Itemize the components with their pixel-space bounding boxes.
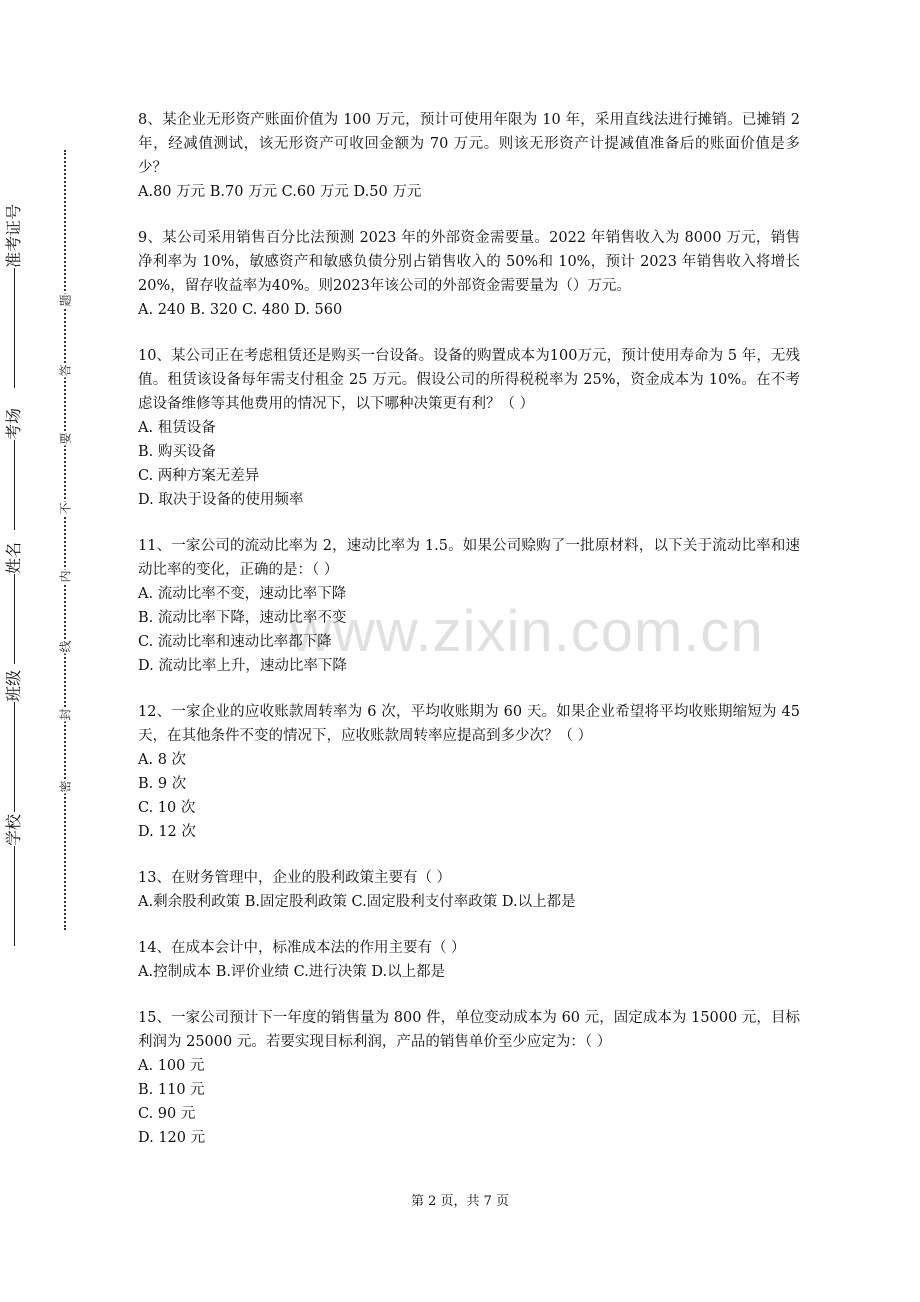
question-text: 14、在成本会计中，标准成本法的作用主要有（ ） (138, 940, 466, 956)
option-d: D. 12 次 (138, 824, 196, 840)
option-c: C. 10 次 (138, 800, 196, 816)
question-options: A.80 万元 B.70 万元 C.60 万元 D.50 万元 (138, 184, 422, 200)
side-field-school: 学校 (6, 904, 22, 948)
question-15 (138, 1006, 800, 1150)
seal-dotted-line (64, 150, 66, 930)
watermark: www.zixin.com.cn (290, 599, 764, 664)
option-d: D. 120 元 (138, 1130, 206, 1146)
question-options: A.控制成本 B.评价业绩 C.进行决策 D.以上都是 (138, 964, 446, 980)
question-12 (138, 700, 800, 844)
question-text: 11、一家公司的流动比率为 2，速动比率为 1.5。如果公司赊购了一批原材料，以下关于流动比率和速动比率的变化，正确的是：（ ） (138, 538, 800, 578)
question-options: A. 240 B. 320 C. 480 D. 560 (138, 302, 343, 318)
seal-char: 内 (55, 570, 76, 584)
option-d: D. 取决于设备的使用频率 (138, 492, 304, 508)
option-c: C. 流动比率和速动比率都下降 (138, 634, 332, 650)
side-field-admission-number: 准考证号 (6, 346, 22, 390)
question-list (138, 108, 800, 1172)
seal-char: 线 (55, 640, 76, 654)
option-b: B. 110 元 (138, 1082, 205, 1098)
side-field-exam-room: 考场 (6, 488, 22, 532)
side-field-class: 班级 (6, 770, 22, 814)
option-a: A. 租赁设备 (138, 420, 216, 436)
question-13 (138, 866, 800, 914)
question-text: 13、在财务管理中，企业的股利政策主要有（ ） (138, 870, 452, 886)
option-b: B. 9 次 (138, 776, 187, 792)
option-c: C. 90 元 (138, 1106, 196, 1122)
seal-char: 不 (55, 502, 76, 516)
question-14 (138, 936, 800, 984)
option-d: D. 流动比率上升，速动比率下降 (138, 658, 347, 674)
side-field-name: 姓名 (6, 622, 22, 666)
option-b: B. 流动比率下降，速动比率不变 (138, 610, 347, 626)
seal-char: 题 (55, 294, 76, 308)
question-text: 8、某企业无形资产账面价值为 100 万元，预计可使用年限为 10 年，采用直线法进行摊销。已摊销 2 年，经减值测试，该无形资产可收回金额为 70 万元。则该无形资产计提减值准备后的账面价值是多少？ (138, 112, 800, 176)
question-text: 10、某公司正在考虑租赁还是购买一台设备。设备的购置成本为100万元，预计使用寿命为 5 年，无残值。租赁该设备每年需支付租金 25 万元。假设公司的所得税税率为 25%，资金成本为 10%。在不考虑设备维修等其他费用的情况下，以下哪种决策更有利？（ ） (138, 348, 800, 412)
question-10 (138, 344, 800, 512)
seal-char: 密 (55, 780, 76, 794)
seal-char: 封 (55, 708, 76, 722)
binding-margin (0, 140, 60, 940)
question-text: 9、某公司采用销售百分比法预测 2023 年的外部资金需要量。2022 年销售收入为 8000 万元，销售净利率为 10%，敏感资产和敏感负债分别占销售收入的 50%和 10%，预计 2023 年销售收入将增长20%，留存收益率为40%。则2023年该公司的外部资金需要量为（）万元。 (138, 230, 800, 294)
question-text: 12、一家企业的应收账款周转率为 6 次，平均收账期为 60 天。如果企业希望将平均收账期缩短为 45 天，在其他条件不变的情况下，应收账款周转率应提高到多少次？（ ） (138, 704, 800, 744)
option-b: B. 购买设备 (138, 444, 216, 460)
question-9 (138, 226, 800, 322)
page-footer: 第 2 页，共 7 页 (410, 1194, 510, 1209)
option-a: A. 8 次 (138, 752, 187, 768)
question-text: 15、一家公司预计下一年度的销售量为 800 件，单位变动成本为 60 元，固定成本为 15000 元，目标利润为 25000 元。若要实现目标利润，产品的销售单价至少应定为：（ ） (138, 1010, 800, 1050)
question-options: A.剩余股利政策 B.固定股利政策 C.固定股利支付率政策 D.以上都是 (138, 894, 576, 910)
option-c: C. 两种方案无差异 (138, 468, 260, 484)
question-11 (138, 534, 800, 678)
option-a: A. 流动比率不变，速动比率下降 (138, 586, 347, 602)
seal-char: 答 (55, 364, 76, 378)
option-a: A. 100 元 (138, 1058, 205, 1074)
question-8 (138, 108, 800, 204)
seal-char: 要 (55, 432, 76, 446)
